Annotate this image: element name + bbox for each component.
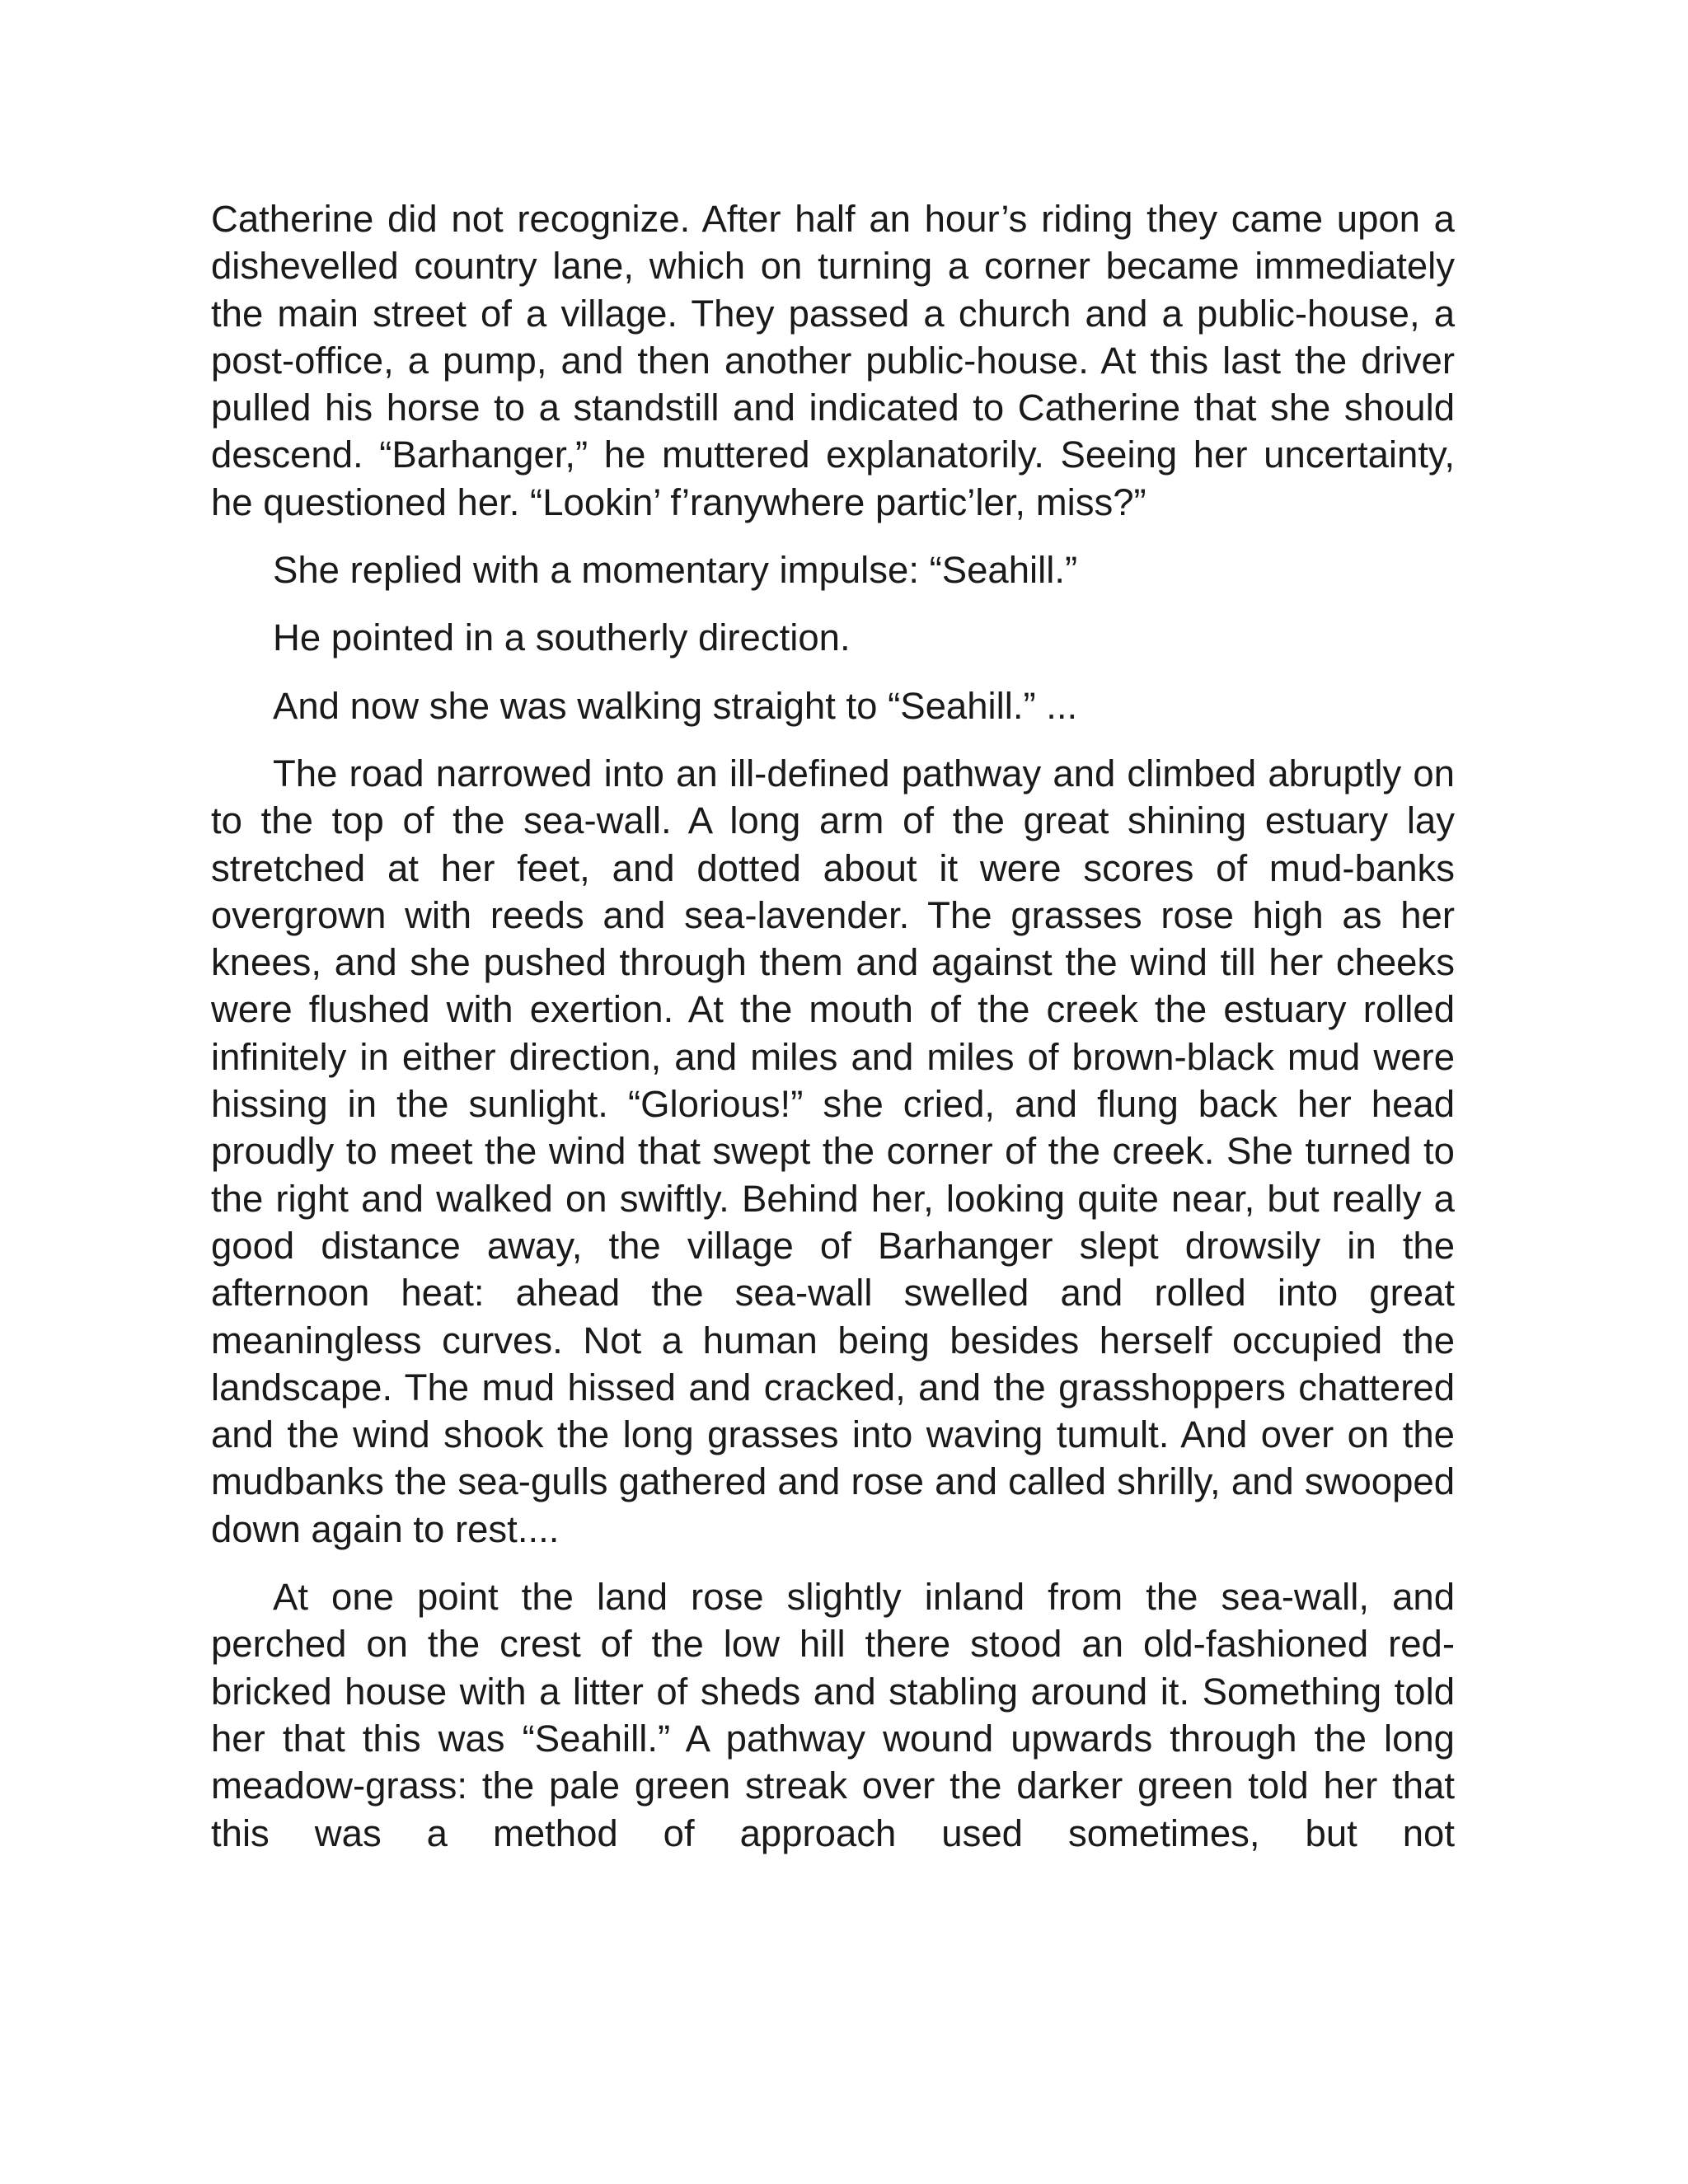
paragraph-1: Catherine did not recognize. After half an hour’s riding they came upon a dishevelled country lane, which on turning a corner became immediately the main street of a village. They passed a church and a public-house, a post-office, a pump, and then another public-house. At this last the driver pulled his horse to a standstill and indicated to Catherine that she should descend. “Barhanger,” he muttered explanatorily. Seeing her uncertainty, he questioned her. “Lookin’ f’ranywhere partic’ler, miss?” <box>211 198 1455 523</box>
page-body <box>211 195 1455 1857</box>
paragraph-2: She replied with a momentary impulse: “Seahill.” <box>273 549 1078 592</box>
paragraph-5: The road narrowed into an ill-defined pathway and climbed abruptly on to the top of the sea-wall. A long arm of the great shining estuary lay stretched at her feet, and dotted about it were scores of mud-banks overgrown with reeds and sea-lavender. The grasses rose high as her knees, and she pushed through them and against the wind till her cheeks were flushed with exertion. At the mouth of the creek the estuary rolled infinitely in either direction, and miles and miles of brown-black mud were hissing in the sunlight. “Glorious!” she cried, and flung back her head proudly to meet the wind that swept the corner of the creek. She turned to the right and walked on swiftly. Behind her, looking quite near, but really a good distance away, the village of Barhanger slept drowsily in the afternoon heat: ahead the sea-wall swelled and rolled into great meaningless curves. Not a human being besides herself occupied the landscape. The mud hissed and cracked, and the grasshoppers chattered and the wind shook the long grasses into waving tumult. And over on the mudbanks the sea-gulls gathered and rose and called shrilly, and swooped down again to rest.... <box>211 752 1455 1550</box>
paragraph-3: He pointed in a southerly direction. <box>273 616 851 659</box>
paragraph-6: At one point the land rose slightly inland from the sea-wall, and perched on the crest of the low hill there stood an old-fashioned red-bricked house with a litter of sheds and stabling around it. Something told her that this was “Seahill.” A pathway wound upwards through the long meadow-grass: the pale green streak over the darker green told her that this was a method of approach used sometimes, but not <box>211 1576 1455 1854</box>
paragraph-4: And now she was walking straight to “Seahill.” ... <box>273 684 1078 727</box>
